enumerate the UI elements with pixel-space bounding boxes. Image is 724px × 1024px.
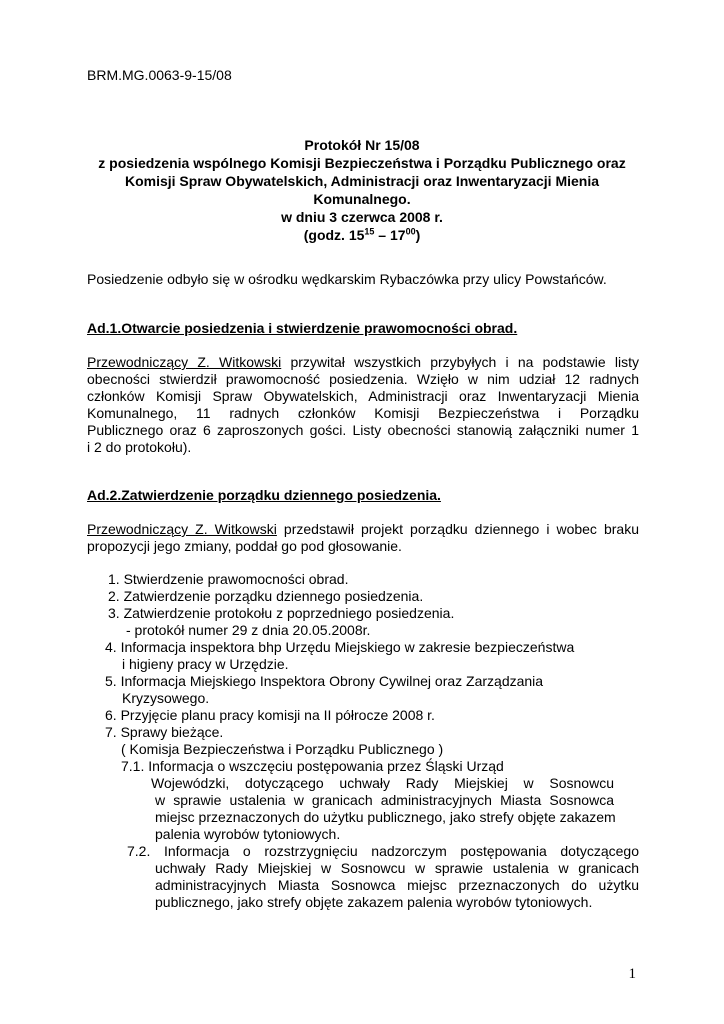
location-paragraph: Posiedzenie odbyło się w ośrodku wędkarskim Rybaczówka przy ulicy Powstańców. — [87, 271, 607, 287]
agenda-item: 5. Informacja Miejskiego Inspektora Obrony Cywilnej oraz Zarządzania — [105, 673, 544, 689]
paragraph-line: członków Komisji Spraw Obywatelskich, Administracji oraz Inwentaryzacji Mienia — [87, 388, 639, 404]
agenda-subheading: ( Komisja Bezpieczeństwa i Porządku Publicznego ) — [121, 741, 444, 757]
paragraph-line: i 2 do protokołu). — [87, 439, 192, 455]
section-1-paragraph — [87, 354, 639, 456]
agenda-item-continued: Wojewódzki, dotyczącego uchwały Rady Miejskiej w Sosnowcu — [151, 775, 614, 791]
agenda-item: 1. Stwierdzenie prawomocności obrad. — [108, 571, 349, 587]
title-line: Komunalnego. — [313, 191, 411, 207]
document-title — [80, 136, 644, 244]
agenda-item-continued: publicznego, jako strefy objęte zakazem palenia wyrobów tytoniowych. — [155, 894, 593, 910]
paragraph-line: Publicznego oraz 6 zaproszonych gości. Listy obecności stanowią załączniki numer 1 — [87, 422, 639, 438]
agenda-item-continued: i higieny pracy w Urzędzie. — [122, 656, 289, 672]
section-2-paragraph — [87, 521, 639, 555]
agenda-subitem: - protokół numer 29 z dnia 20.05.2008r. — [126, 622, 371, 638]
paragraph-line: Przewodniczący Z. Witkowski przedstawił projekt porządku dziennego i wobec braku — [87, 521, 639, 537]
agenda-item-continued: miejsc przeznaczonych do użytku publicznego, jako strefy objęte zakazem — [155, 809, 616, 825]
title-line: z posiedzenia wspólnego Komisji Bezpieczeństwa i Porządku Publicznego oraz — [98, 155, 626, 171]
section-1-heading: Ad.1.Otwarcie posiedzenia i stwierdzenie prawomocności obrad. — [87, 320, 518, 336]
agenda-item-continued: uchwały Rady Miejskiej w Sosnowcu w sprawie ustalenia w granicach — [155, 860, 639, 876]
chairman-name: Przewodniczący Z. Witkowski — [87, 354, 282, 370]
title-date: w dniu 3 czerwca 2008 r. — [281, 209, 443, 225]
document-id: BRM.MG.0063-9-15/08 — [87, 67, 232, 83]
agenda-item: 7. Sprawy bieżące. — [105, 724, 224, 740]
paragraph-line: propozycji jego zmiany, poddał go pod głosowanie. — [87, 538, 402, 554]
agenda-item-continued: w sprawie ustalenia w granicach administracyjnych Miasta Sosnowca — [155, 792, 614, 808]
agenda-item: 2. Zatwierdzenie porządku dziennego posiedzenia. — [108, 588, 424, 604]
agenda-item: 6. Przyjęcie planu pracy komisji na II półrocze 2008 r. — [105, 707, 435, 723]
agenda-subitem: 7.1. Informacja o wszczęciu postępowania przez Śląski Urząd — [121, 758, 504, 774]
title-time: (godz. $15^{15} - 17^{00}$) — [303, 226, 421, 243]
agenda-item: 3. Zatwierdzenie protokołu z poprzedniego posiedzenia. — [108, 605, 455, 621]
title-line: Protokół Nr 15/08 — [304, 137, 420, 153]
title-line: Komisji Spraw Obywatelskich, Administracji oraz Inwentaryzacji Mienia — [124, 173, 600, 189]
chairman-name: Przewodniczący Z. Witkowski — [87, 521, 277, 537]
section-2-heading: Ad.2.Zatwierdzenie porządku dziennego posiedzenia. — [87, 487, 441, 503]
agenda-item: 4. Informacja inspektora bhp Urzędu Miejskiego w zakresie bezpieczeństwa — [105, 639, 575, 655]
page-number: 1 — [628, 966, 636, 982]
agenda-item-continued: Kryzysowego. — [122, 690, 210, 706]
paragraph-line: Przewodniczący Z. Witkowski przywitał wszystkich przybyłych i na podstawie listy — [87, 354, 640, 370]
paragraph-line: Komunalnego, 11 radnych członków Komisji Bezpieczeństwa i Porządku — [87, 405, 639, 421]
agenda-item-continued: palenia wyrobów tytoniowych. — [155, 826, 341, 842]
paragraph-line: obecności stwierdził prawomocność posiedzenia. Wzięło w nim udział 12 radnych — [87, 371, 639, 387]
agenda-subitem: 7.2. Informacja o rozstrzygnięciu nadzorczym postępowania dotyczącego — [127, 843, 639, 859]
agenda-item-continued: administracyjnych Miasta Sosnowca miejsc przeznaczonych do użytku — [155, 877, 639, 893]
